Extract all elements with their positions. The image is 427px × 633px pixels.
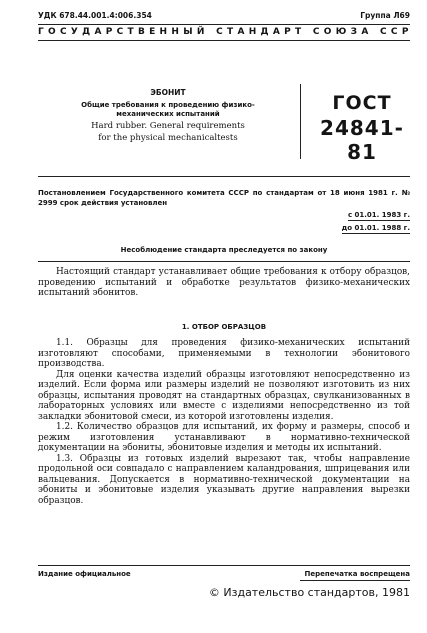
section-body [38, 338, 410, 506]
effective-date-from: с 01.01. 1983 г. [347, 211, 410, 219]
footer-rule [38, 565, 410, 566]
title-divider [300, 84, 301, 159]
intro-rule [38, 261, 410, 262]
paragraph-1-2: 1.2. Количество образцов для испытаний, их форму и размеры, способ и режим изготовления устанавливают в нормативно-технической документации на эбониты, эбонитовые изделия и методы их испытаний. [38, 422, 410, 453]
title-ru-line2: механических испытаний [116, 110, 220, 118]
group-code: Группа Л69 [360, 11, 410, 20]
standard-banner: ГОСУДАРСТВЕННЫЙ СТАНДАРТ СОЮЗА ССР [38, 27, 413, 37]
material-name: ЭБОНИТ [150, 88, 186, 97]
decree-rule [38, 176, 410, 177]
paragraph-1-1: 1.1. Образцы для проведения физико-механических испытаний изготовляют способами, применяемыми в технологии эбонитового производства. [38, 338, 410, 369]
gost-designation [307, 92, 417, 164]
title-en-line1: Hard rubber. General requirements [91, 121, 245, 131]
title-en-line2: for the physical mechanicaltests [98, 133, 238, 143]
reprint-notice: Перепечатка воспрещена [304, 570, 410, 578]
intro-paragraph: Настоящий стандарт устанавливает общие требования к отбору образцов, проведению испытаний и обработке результатов физико-механических испытаний эбонитов. [38, 267, 410, 298]
decree-text: Постановлением Государственного комитета СССР по стандартам от 18 июня 1981 г. № 2999 срок действия установлен [38, 189, 410, 207]
title-ru-line1: Общие требования к проведению физико- [81, 101, 255, 109]
effective-date-to: до 01.01. 1988 г. [341, 224, 410, 232]
gost-number: 24841-81 [320, 116, 404, 164]
udk-code: УДК 678.44.001.4:006.354 [38, 11, 152, 20]
top-rule [38, 24, 410, 25]
title-block [38, 88, 298, 143]
gost-label: ГОСТ [332, 92, 392, 114]
non-observance-note: Несоблюдение стандарта преследуется по закону [120, 246, 328, 254]
section-title: 1. ОТБОР ОБРАЗЦОВ [181, 323, 267, 331]
paragraph-1-1-b: Для оценки качества изделий образцы изготовляют непосредственно из изделий. Если форма или размеры изделий не позволяют изготовить из них образцы, испытания проводят на стандартных образцах, свулканизованных в лабораторных условиях или вместе с изделиями непосредственно из той закладки эбонитовой смеси, из которой изготовлены изделия. [38, 369, 410, 422]
edition-label: Издание официальное [38, 570, 131, 578]
reprint-rule [300, 580, 410, 581]
copyright-notice: © Издательство стандартов, 1981 [208, 586, 410, 599]
paragraph-1-3: 1.3. Образцы из готовых изделий вырезают так, чтобы направление продольной оси совпадало с направлением каландрования, шприцевания или вальцевания. Допускается в нормативно-технической документации на эбониты и эбонитовые изделия указывать другие направления вырезки образцов. [38, 453, 410, 506]
banner-rule [38, 40, 410, 41]
intro-text [38, 267, 410, 299]
